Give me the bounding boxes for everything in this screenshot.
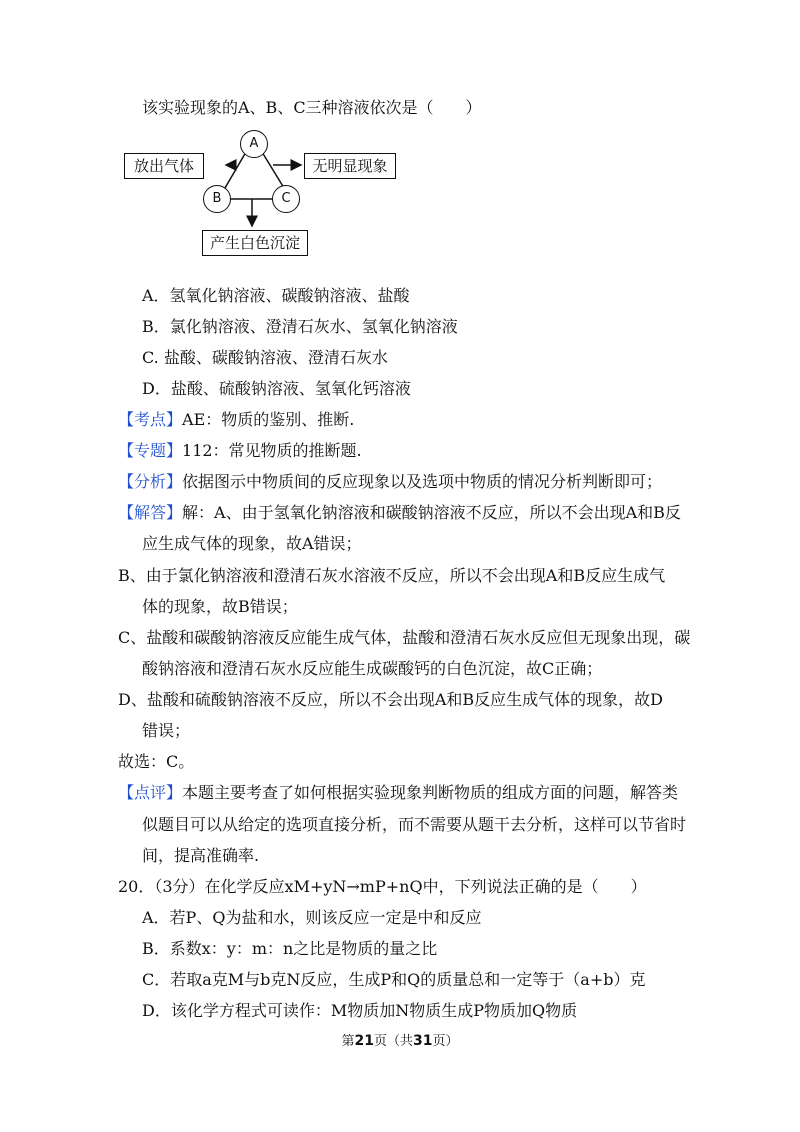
jieda-text-1: 解：A、由于氢氧化钠溶液和碳酸钠溶液不反应，所以不会出现A和B反 xyxy=(182,503,681,522)
q20-option-a: A．若P、Q为盐和水，则该反应一定是中和反应 xyxy=(142,908,482,927)
node-a: A xyxy=(240,130,268,158)
kaodian-line xyxy=(118,410,354,430)
dianping-line-3: 间，提高准确率. xyxy=(142,846,260,865)
footer-suffix: 页） xyxy=(432,1034,459,1049)
zhuanti-tag: 【专题】 xyxy=(118,441,183,460)
option-c: C. 盐酸、碳酸钠溶液、澄清石灰水 xyxy=(142,348,388,367)
jieda-line-1 xyxy=(118,503,681,523)
jieda-tag: 【解答】 xyxy=(118,503,183,522)
node-c: C xyxy=(272,185,300,213)
q20-option-c: C．若取a克M与b克N反应，生成P和Q的质量总和一定等于（a+b）克 xyxy=(142,970,646,989)
q20-option-b: B．系数x：y：m：n之比是物质的量之比 xyxy=(142,939,438,958)
kaodian-text: AE：物质的鉴别、推断. xyxy=(182,410,355,429)
jieda-line-3: B、由于氯化钠溶液和澄清石灰水溶液不反应，所以不会出现A和B反应生成气 xyxy=(118,566,666,585)
fenxi-text: 依据图示中物质间的反应现象以及选项中物质的情况分析判断即可； xyxy=(182,472,663,491)
jieda-line-5: C、盐酸和碳酸钠溶液反应能生成气体，盐酸和澄清石灰水反应但无现象出现，碳 xyxy=(118,628,691,647)
jieda-line-2: 应生成气体的现象，故A错误； xyxy=(142,534,362,553)
reaction-diagram xyxy=(118,128,408,268)
fenxi-tag: 【分析】 xyxy=(118,472,183,491)
option-b: B．氯化钠溶液、澄清石灰水、氢氧化钠溶液 xyxy=(142,317,458,336)
option-d: D．盐酸、硫酸钠溶液、氢氧化钙溶液 xyxy=(142,379,411,398)
dianping-text-1: 本题主要考查了如何根据实验现象判断物质的组成方面的问题，解答类 xyxy=(182,783,679,802)
footer-prefix: 第 xyxy=(341,1034,355,1049)
zhuanti-text: 112：常见物质的推断题. xyxy=(182,441,362,460)
footer-page-number: 21 xyxy=(354,1033,374,1049)
jieda-line-6: 酸钠溶液和澄清石灰水反应能生成碳酸钙的白色沉淀，故C正确； xyxy=(142,659,603,678)
line-a-b xyxy=(225,152,246,188)
kaodian-tag: 【考点】 xyxy=(118,410,183,429)
line-a-c xyxy=(262,152,284,188)
footer-mid: 页（共 xyxy=(373,1034,413,1049)
dianping-line-2: 似题目可以从给定的选项直接分析，而不需要从题干去分析，这样可以节省时 xyxy=(142,815,687,834)
box-no-change: 无明显现象 xyxy=(304,153,396,179)
q20-option-d: D．该化学方程式可读作：M物质加N物质生成P物质加Q物质 xyxy=(142,1001,578,1020)
page-footer xyxy=(0,1033,800,1050)
jieda-line-4: 体的现象，故B错误； xyxy=(142,597,298,616)
box-precipitate: 产生白色沉淀 xyxy=(202,230,308,256)
option-a: A．氢氧化钠溶液、碳酸钠溶液、盐酸 xyxy=(142,286,410,305)
question-intro: 该实验现象的A、B、C三种溶液依次是（ ） xyxy=(142,98,482,117)
node-b: B xyxy=(203,185,231,213)
fenxi-line xyxy=(118,472,662,492)
dianping-tag: 【点评】 xyxy=(118,783,183,802)
dianping-line-1 xyxy=(118,783,678,803)
jieda-line-8: 错误； xyxy=(142,721,191,740)
zhuanti-line xyxy=(118,441,362,461)
q20-stem: 20．（3分）在化学反应xM+yN→mP+nQ中，下列说法正确的是（ ） xyxy=(118,877,647,896)
box-gas: 放出气体 xyxy=(124,153,204,179)
jieda-line-7: D、盐酸和硫酸钠溶液不反应，所以不会出现A和B反应生成气体的现象，故D xyxy=(118,690,663,709)
footer-total-pages: 31 xyxy=(413,1033,433,1049)
jieda-line-9: 故选：C。 xyxy=(118,752,195,771)
